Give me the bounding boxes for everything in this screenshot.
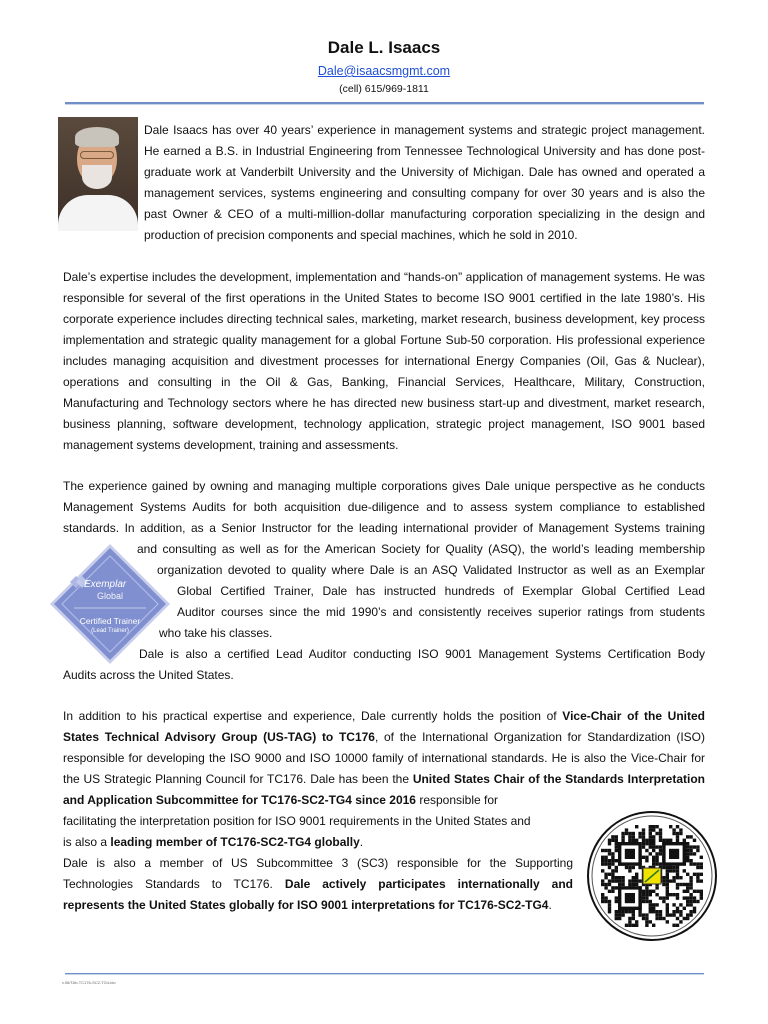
footer-reference: v.06/TAb-TC176-SC2-TG4-bio — [62, 980, 116, 985]
p3-line: Audits across the United States. — [63, 668, 234, 682]
p3-line: and consulting as well as for the American Society for Quality (ASQ), the world’s leading membership — [137, 542, 705, 556]
person-name: Dale L. Isaacs — [327, 38, 441, 57]
p4-line: Dale is also a member of US Subcommittee 3 (SC3) responsible for the Supporting — [63, 856, 573, 870]
bio-paragraph-1-text: Dale Isaacs has over 40 years’ experience in management systems and strategic project management. He earned a B.S. in Industrial Engineering from Tennessee Technological University and has done post-graduate work at Vanderbilt University and the University of Michigan. Dale has owned and operated a management services, systems engineering and consulting company for over 30 years and is also the past Owner & CEO of a multi-million-dollar manufacturing corporation specializing in the design and production of precision components and special machines, which he sold in 2010. — [144, 123, 705, 242]
badge-level: (Lead Trainer) — [91, 628, 129, 634]
bio-paragraph-1 — [144, 120, 705, 246]
p3-line: Auditor courses since the mid 1990’s and consistently receives superior ratings from students — [177, 605, 705, 619]
p4-line — [63, 895, 573, 916]
p4-text: responsible for — [415, 793, 499, 807]
p3-line: The experience gained by owning and managing multiple corporations gives Dale unique perspective as he conducts — [63, 479, 705, 493]
p4-bold-vice-chair: Vice-Chair of the United States Technical Advisory Group (US-TAG) to TC176 — [63, 709, 706, 744]
p3-line: who take his classes. — [159, 626, 273, 640]
p4-line: facilitating the interpretation position for ISO 9001 requirements in the United States and — [63, 814, 531, 828]
phone-number: (cell) 615/969-1811 — [339, 83, 429, 95]
p4-text: . — [359, 835, 364, 849]
badge-title: Certified Trainer — [79, 616, 141, 626]
p4-line — [63, 832, 573, 853]
badge-sub: Global — [97, 591, 124, 601]
exemplar-global-badge — [48, 542, 172, 666]
p4-bold-us-chair: United States Chair of the Standards Interpretation and Application Subcommittee for TC176-SC2-TG4 since 2016 — [63, 772, 705, 807]
footer-divider — [65, 973, 704, 974]
qr-code[interactable] — [587, 811, 717, 941]
p4-text: . — [548, 898, 552, 912]
p4-line — [63, 874, 573, 895]
p3-line: organization devoted to quality where Dale is an ASQ Validated Instructor as well as an Exemplar — [157, 563, 705, 577]
p4-text: In addition to his practical expertise and experience, Dale currently holds the position of — [63, 709, 563, 723]
header — [0, 38, 768, 95]
portrait-photo — [58, 117, 138, 231]
p4-text: , of the International Organization for Standardization (ISO) responsible for developing the ISO 9000 and ISO 10000 family of international standards. He is also the Vice-Chair for the US Strategic Planning Council for TC176. Dale has been the — [63, 730, 705, 786]
p3-line: Dale is also a certified Lead Auditor conducting ISO 9001 Management Systems Certification Body — [139, 647, 705, 661]
email-link[interactable]: Dale@isaacsmgmt.com — [317, 64, 451, 78]
p4-bold-represents: represents the United States globally for ISO 9001 interpretations for TC176-SC2-TG4 — [63, 898, 549, 912]
p3-line: Global Certified Trainer, Dale has instructed hundreds of Exemplar Global Certified Lead — [177, 584, 705, 598]
p3-line: Management Systems Audits for both acquisition due-diligence and to assess system compliance to established — [63, 500, 705, 514]
p4-text: Technologies Standards to TC176. — [63, 877, 285, 891]
header-divider — [65, 102, 704, 104]
bio-paragraph-2-text: Dale’s expertise includes the development, implementation and “hands-on” application of management systems. He was responsible for several of the first operations in the United States to become ISO 9001 certified in the late 1980’s. His corporate experience includes directing technical sales, marketing, market research, business development, key process implementation and strategic quality management for a global Fortune Sub-50 corporation. His professional experience includes managing acquisition and divestment processes for international Energy Companies (Oil, Gas & Nuclear), operations and consulting in the Oil & Gas, Banking, Financial Services, Healthcare, Military, Construction, Manufacturing and Technology sectors where he has directed new business start-up and divestment, market research, business planning, software development, technology application, strategic project management, ISO 9001 based management systems development, training and assessments. — [63, 270, 705, 452]
p4-bold-leading-member: leading member of TC176-SC2-TG4 globally — [110, 835, 360, 849]
badge-brand: Exemplar — [84, 579, 127, 590]
p3-line: standards. In addition, as a Senior Instructor for the leading international provider of Management Systems training — [63, 521, 705, 535]
qr-code-icon — [587, 811, 717, 941]
p4-bold-participates: Dale actively participates internationally and — [284, 877, 573, 891]
p4-main — [63, 706, 705, 811]
p4-text: is also a — [63, 835, 111, 849]
bio-paragraph-2 — [63, 267, 705, 456]
